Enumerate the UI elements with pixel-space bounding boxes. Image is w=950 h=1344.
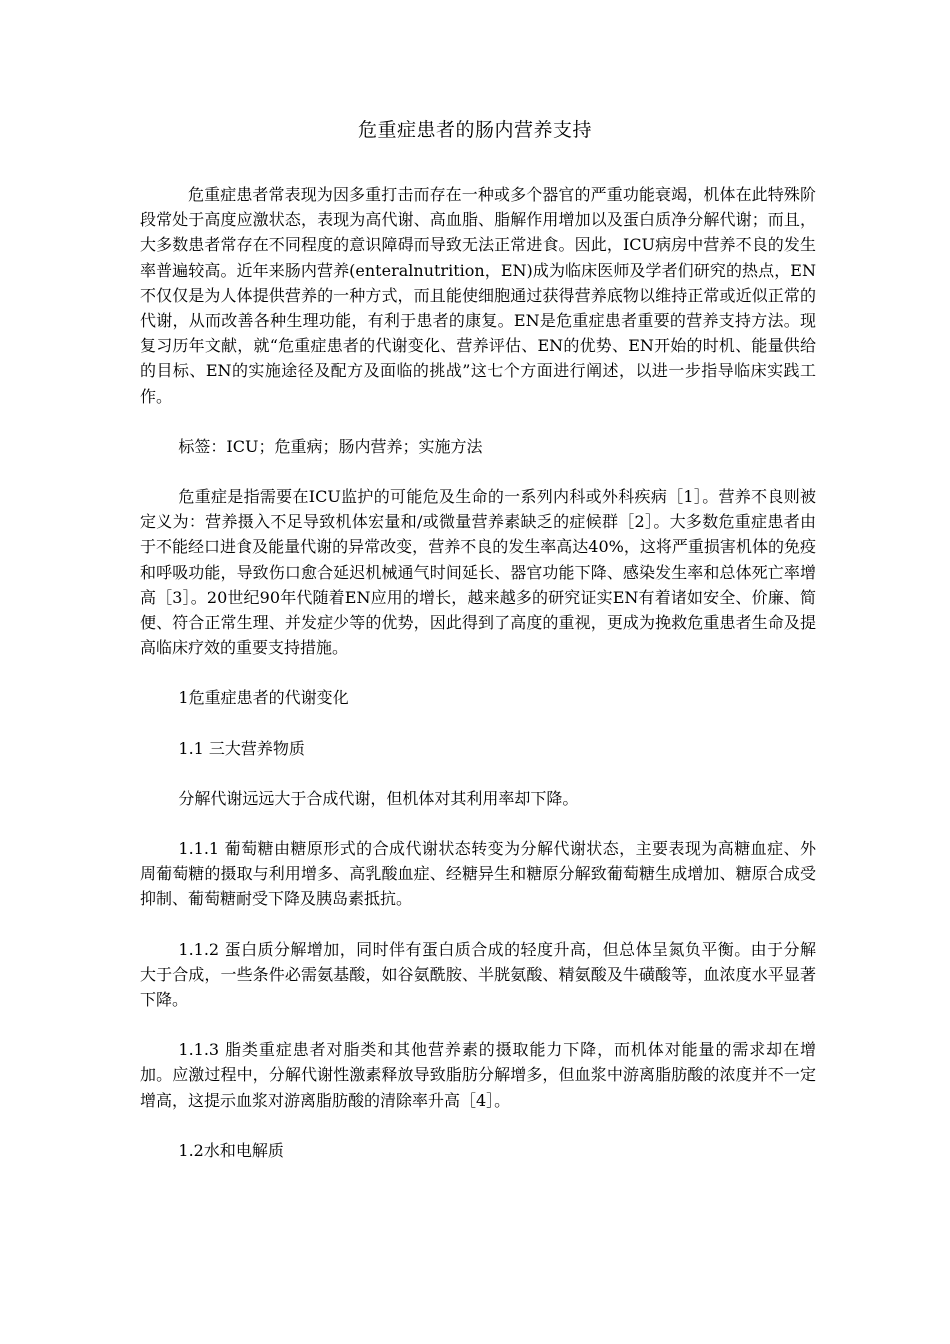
section-heading-1-2: 1.2水和电解质 — [178, 1140, 284, 1160]
section-paragraph: 分解代谢远远大于合成代谢，但机体对其利用率却下降。 — [178, 788, 579, 808]
section-heading-1: 1危重症患者的代谢变化 — [178, 688, 349, 708]
section-paragraph-lipid: 1.1.3 脂类重症患者对脂类和其他营养素的摄取能力下降，而机体对能量的需求却在增加。应激过程中，分解代谢性激素释放导致脂肪分解增多，但血浆中游离脂肪酸的浓度并不一定增高，这提示血浆对游离脂肪酸的清除率升高［4］。 — [140, 1040, 816, 1110]
intro-paragraph: 危重症是指需要在ICU监护的可能危及生命的一系列内科或外科疾病［1］。营养不良则被定义为：营养摄入不足导致机体宏量和/或微量营养素缺乏的症候群［2］。大多数危重症患者由于不能经口进食及能量代谢的异常改变，营养不良的发生率高达40%，这将严重损害机体的免疫和呼吸功能，导致伤口愈合延迟机械通气时间延长、器官功能下降、感染发生率和总体死亡率增高［3］。20世纪90年代随着EN应用的增长，越来越多的研究证实EN有着诸如安全、价廉、简便、符合正常生理、并发症少等的优势，因此得到了高度的重视，更成为挽救危重患者生命及提高临床疗效的重要支持措施。 — [140, 487, 816, 658]
abstract-paragraph: 危重症患者常表现为因多重打击而存在一种或多个器官的严重功能衰竭，机体在此特殊阶段常处于高度应激状态，表现为高代谢、高血脂、脂解作用增加以及蛋白质净分解代谢；而且，大多数患者常存在不同程度的意识障碍而导致无法正常进食。因此，ICU病房中营养不良的发生率普遍较高。近年来肠内营养(enteralnutrition，EN)成为临床医师及学者们研究的热点，EN不仅仅是为人体提供营养的一种方式，而且能使细胞通过获得营养底物以维持正常或近似正常的代谢，从而改善各种生理功能，有利于患者的康复。EN是危重症患者重要的营养支持方法。现复习历年文献，就“危重症患者的代谢变化、营养评估、EN的优势、EN开始的时机、能量供给的目标、EN的实施途径及配方及面临的挑战”这七个方面进行阐述，以进一步指导临床实践工作。 — [140, 185, 816, 406]
document-title: 危重症患者的肠内营养支持 — [357, 119, 592, 141]
section-heading-1-1: 1.1 三大营养物质 — [178, 738, 305, 758]
keywords-line: 标签：ICU；危重病；肠内营养；实施方法 — [178, 436, 483, 456]
section-paragraph-protein: 1.1.2 蛋白质分解增加，同时伴有蛋白质合成的轻度升高，但总体呈氮负平衡。由于分解大于合成，一些条件必需氨基酸，如谷氨酰胺、半胱氨酸、精氨酸及牛磺酸等，血浓度水平显著下降。 — [140, 939, 816, 1010]
section-paragraph-glucose: 1.1.1 葡萄糖由糖原形式的合成代谢状态转变为分解代谢状态，主要表现为高糖血症、外周葡萄糖的摄取与利用增多、高乳酸血症、经糖异生和糖原分解致葡萄糖生成增加、糖原合成受抑制、葡萄糖耐受下降及胰岛素抵抗。 — [140, 839, 816, 909]
document-body — [140, 182, 816, 1188]
